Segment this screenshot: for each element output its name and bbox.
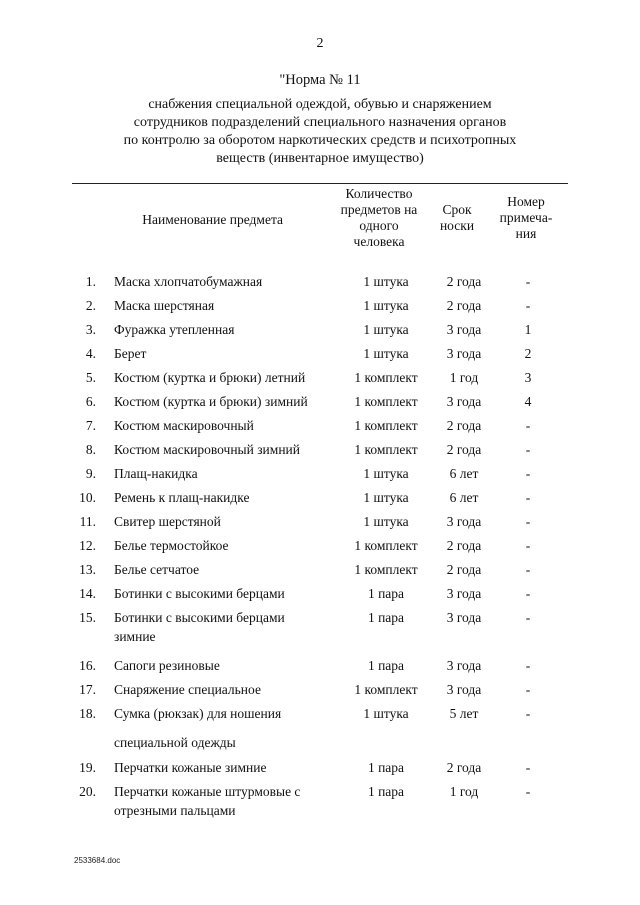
row-item-name-line: Маска шерстяная (114, 298, 215, 313)
row-note: - (525, 274, 531, 289)
row-item-name-line: Берет (114, 346, 147, 361)
row-item-name-line: Костюм маскировочный зимний (114, 442, 300, 457)
row-item-name-line: Ремень к плащ-накидке (114, 490, 250, 505)
row-number: 3. (85, 322, 96, 337)
row-item-name-line: отрезными пальцами (114, 803, 236, 818)
header-name: Наименование предмета (142, 212, 283, 227)
document-footer: 2533684.doc (74, 856, 121, 865)
row-quantity: 1 комплект (354, 538, 418, 553)
header-note-line: Номер (507, 194, 545, 209)
row-term: 3 года (446, 394, 482, 409)
row-note: - (525, 490, 531, 505)
row-item-name (114, 320, 324, 339)
row-term: 2 года (446, 442, 482, 457)
row-quantity: 1 штука (363, 514, 409, 529)
header-quantity-line: человека (353, 234, 405, 249)
row-quantity: 1 пара (367, 784, 405, 799)
row-term: 5 лет (449, 706, 479, 721)
row-term: 2 года (446, 418, 482, 433)
row-quantity: 1 пара (367, 610, 405, 625)
row-item-name-line: Белье термостойкое (114, 538, 229, 553)
row-note: - (525, 418, 531, 433)
row-quantity: 1 комплект (354, 442, 418, 457)
row-term: 2 года (446, 298, 482, 313)
row-number: 13. (79, 562, 96, 577)
row-item-name-line: специальной одежды (114, 735, 236, 750)
row-number: 16. (79, 658, 96, 673)
row-term: 3 года (446, 658, 482, 673)
row-item-name (114, 704, 324, 752)
header-term-line: Срок (442, 202, 472, 217)
row-number: 19. (79, 760, 96, 775)
header-quantity-line: Количество (345, 186, 413, 201)
row-item-name (114, 656, 324, 675)
row-number: 6. (85, 394, 96, 409)
subtitle-line: сотрудников подразделений специального назначения органов (133, 115, 507, 130)
row-quantity: 1 штука (363, 706, 409, 721)
row-item-name (114, 782, 324, 820)
row-item-name (114, 758, 324, 777)
row-note: - (525, 466, 531, 481)
row-note: - (525, 586, 531, 601)
row-quantity: 1 пара (367, 760, 405, 775)
header-note-line: примеча- (499, 210, 553, 225)
row-term: 3 года (446, 610, 482, 625)
row-term: 1 год (449, 370, 479, 385)
row-item-name-line: Сапоги резиновые (114, 658, 220, 673)
row-note: - (525, 514, 531, 529)
row-term: 2 года (446, 760, 482, 775)
row-item-name (114, 344, 324, 363)
row-item-name (114, 368, 324, 387)
row-item-name (114, 272, 324, 291)
row-note: 3 (524, 370, 532, 385)
row-number: 7. (85, 418, 96, 433)
row-item-name-line: Белье сетчатое (114, 562, 200, 577)
row-item-name (114, 680, 324, 699)
row-quantity: 1 штука (363, 322, 409, 337)
row-item-name-line: Фуражка утепленная (114, 322, 235, 337)
row-number: 14. (79, 586, 96, 601)
row-number: 20. (79, 784, 96, 799)
header-note (496, 194, 556, 242)
row-term: 2 года (446, 274, 482, 289)
row-item-name-line: Свитер шерстяной (114, 514, 221, 529)
row-item-name (114, 392, 324, 411)
norm-title: "Норма № 11 (279, 72, 361, 88)
row-number: 11. (79, 514, 96, 529)
row-term: 1 год (449, 784, 479, 799)
row-item-name (114, 296, 324, 315)
row-item-name-line: Перчатки кожаные зимние (114, 760, 267, 775)
table-header (72, 186, 568, 248)
row-quantity: 1 штука (363, 274, 409, 289)
row-item-name-line: Сумка (рюкзак) для ношения (114, 706, 282, 721)
row-term: 6 лет (449, 490, 479, 505)
row-note: - (525, 610, 531, 625)
row-number: 5. (85, 370, 96, 385)
row-item-name (114, 560, 324, 579)
row-number: 1. (85, 274, 96, 289)
row-note: - (525, 538, 531, 553)
row-item-name (114, 488, 324, 507)
row-quantity: 1 комплект (354, 682, 418, 697)
norm-subtitle (95, 96, 545, 168)
row-note: 2 (524, 346, 532, 361)
header-quantity (338, 186, 420, 250)
row-quantity: 1 штука (363, 490, 409, 505)
row-item-name-line: зимние (114, 629, 156, 644)
page-number: 2 (316, 36, 324, 51)
row-item-name-line: Перчатки кожаные штурмовые с (114, 784, 301, 799)
row-quantity: 1 комплект (354, 370, 418, 385)
row-number: 4. (85, 346, 96, 361)
row-term: 2 года (446, 538, 482, 553)
row-number: 12. (79, 538, 96, 553)
table-top-rule (72, 183, 568, 184)
row-item-name (114, 584, 324, 603)
row-item-name-line: Костюм (куртка и брюки) летний (114, 370, 306, 385)
row-item-name (114, 416, 324, 435)
row-note: - (525, 658, 531, 673)
row-note: - (525, 682, 531, 697)
row-term: 2 года (446, 562, 482, 577)
row-note: 1 (524, 322, 532, 337)
row-term: 3 года (446, 514, 482, 529)
subtitle-line: по контролю за оборотом наркотических средств и психотропных (123, 133, 517, 148)
row-quantity: 1 пара (367, 658, 405, 673)
row-quantity: 1 комплект (354, 562, 418, 577)
header-term-line: носки (439, 218, 475, 233)
row-term: 3 года (446, 322, 482, 337)
row-item-name-line: Маска хлопчатобумажная (114, 274, 263, 289)
row-number: 18. (79, 706, 96, 721)
row-item-name-line: Костюм (куртка и брюки) зимний (114, 394, 308, 409)
row-item-name (114, 608, 324, 646)
header-quantity-line: одного (359, 218, 399, 233)
row-item-name-line: Ботинки с высокими берцами (114, 610, 285, 625)
row-number: 17. (79, 682, 96, 697)
row-item-name-line: Ботинки с высокими берцами (114, 586, 285, 601)
row-number: 2. (85, 298, 96, 313)
row-term: 3 года (446, 682, 482, 697)
row-quantity: 1 штука (363, 346, 409, 361)
row-term: 6 лет (449, 466, 479, 481)
row-note: - (525, 298, 531, 313)
row-number: 15. (79, 610, 96, 625)
subtitle-line: веществ (инвентарное имущество) (216, 151, 424, 166)
row-number: 10. (79, 490, 96, 505)
row-note: - (525, 760, 531, 775)
row-note: - (525, 706, 531, 721)
row-quantity: 1 пара (367, 586, 405, 601)
row-quantity: 1 штука (363, 298, 409, 313)
row-note: - (525, 562, 531, 577)
row-number: 8. (85, 442, 96, 457)
row-quantity: 1 комплект (354, 418, 418, 433)
row-quantity: 1 комплект (354, 394, 418, 409)
subtitle-line: снабжения специальной одеждой, обувью и снаряжением (148, 97, 492, 112)
header-quantity-line: предметов на (340, 202, 418, 217)
row-item-name (114, 512, 324, 531)
row-quantity: 1 штука (363, 466, 409, 481)
row-item-name-line: Костюм маскировочный (114, 418, 254, 433)
row-item-name (114, 536, 324, 555)
row-item-name (114, 464, 324, 483)
row-term: 3 года (446, 586, 482, 601)
row-number: 9. (85, 466, 96, 481)
row-item-name (114, 440, 324, 459)
row-note: - (525, 442, 531, 457)
row-term: 3 года (446, 346, 482, 361)
row-item-name-line: Снаряжение специальное (114, 682, 261, 697)
header-note-line: ния (515, 226, 537, 241)
row-note: - (525, 784, 531, 799)
row-item-name-line: Плащ-накидка (114, 466, 198, 481)
header-term (432, 202, 482, 234)
row-note: 4 (524, 394, 532, 409)
